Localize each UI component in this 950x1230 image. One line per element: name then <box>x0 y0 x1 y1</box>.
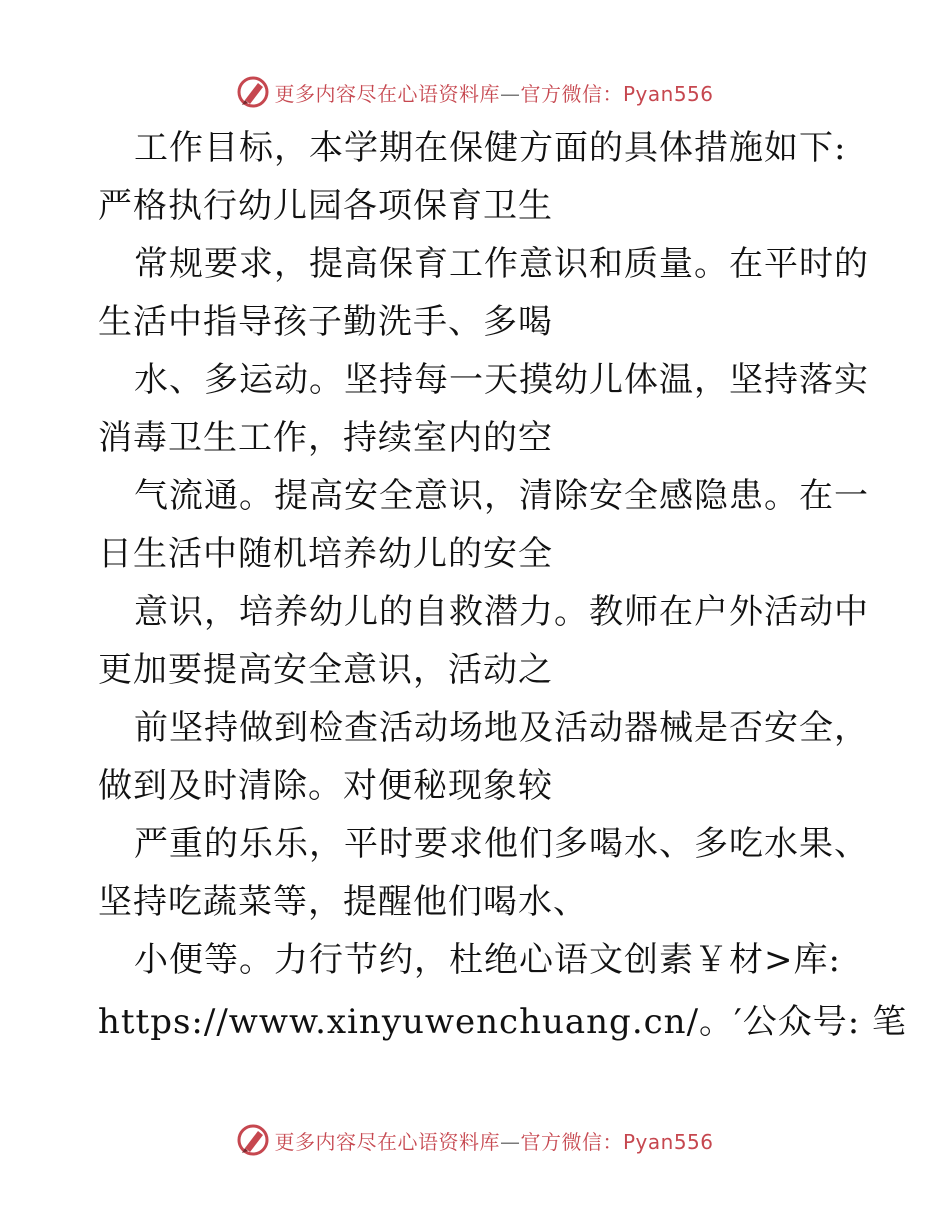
text-line: 生活中指导孩子勤洗手、多喝 <box>98 302 553 342</box>
text-line: 严重的乐乐，平时要求他们多喝水、多吃水果、 <box>134 824 869 864</box>
pen-logo-icon <box>236 75 270 109</box>
footer-banner <box>0 1120 950 1160</box>
text-line: 常规要求，提高保育工作意识和质量。在平时的 <box>134 244 869 284</box>
text-line: 坚持吃蔬菜等，提醒他们喝水、 <box>98 882 588 922</box>
text-line: 气流通。提高安全意识，清除安全感隐患。在一 <box>134 476 869 516</box>
text-line: 做到及时清除。对便秘现象较 <box>98 766 553 806</box>
text-line: 严格执行幼儿园各项保育卫生 <box>98 186 553 226</box>
text-line: 日生活中随机培养幼儿的安全 <box>98 534 553 574</box>
header-banner-text: 更多内容尽在心语资料库—官方微信：Pyan556 <box>274 81 714 106</box>
text-line: 意识，培养幼儿的自救潜力。教师在户外活动中 <box>134 592 869 632</box>
pen-logo-icon <box>236 1123 270 1157</box>
text-line: 前坚持做到检查活动场地及活动器械是否安全， <box>134 708 869 748</box>
text-line: 小便等。力行节约，杜绝心语文创素￥材>库: <box>134 940 841 980</box>
text-line: 工作目标，本学期在保健方面的具体措施如下: <box>134 128 847 168</box>
text-line: 更加要提高安全意识，活动之 <box>98 650 553 690</box>
text-line: https://www.xinyuwenchuang.cn/。′公众号: 笔 <box>98 1002 908 1042</box>
text-line: 消毒卫生工作，持续室内的空 <box>98 418 553 458</box>
footer-banner-text: 更多内容尽在心语资料库—官方微信：Pyan556 <box>274 1129 714 1154</box>
text-line: 水、多运动。坚持每一天摸幼儿体温，坚持落实 <box>134 360 869 400</box>
header-banner <box>0 72 950 112</box>
